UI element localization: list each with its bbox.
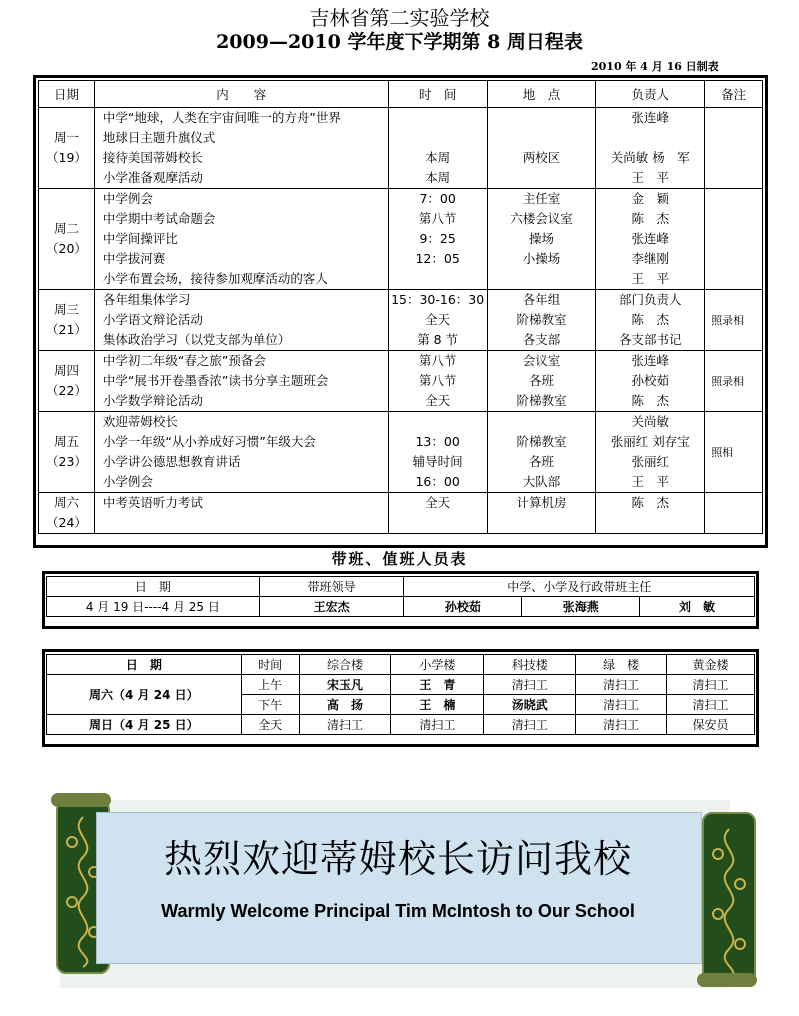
day-label: 周四: [53, 363, 79, 378]
build-header-zonghe: 综合楼: [299, 655, 391, 675]
place-line: 各班: [528, 373, 554, 388]
person-line: 部门负责人: [619, 292, 682, 307]
time-line: 12：05: [415, 251, 460, 266]
content-line: 中学期中考试命题会: [102, 211, 216, 226]
build-cell: 保安员: [667, 715, 755, 735]
person-line: [596, 128, 704, 148]
place-line: 会议室: [522, 353, 561, 368]
place-line: 六楼会议室: [510, 211, 573, 226]
person-line: 李继刚: [631, 251, 670, 266]
day-label: 周三: [53, 302, 79, 317]
content-line: 集体政治学习（以党支部为单位）: [102, 332, 291, 347]
time-line: 本周: [425, 170, 451, 185]
note-cell: [705, 189, 763, 290]
time-line: 16：00: [415, 474, 460, 489]
time-line: 本周: [425, 150, 451, 165]
day-cell: [39, 493, 95, 534]
day-cell: [39, 108, 95, 189]
content-line: 中学拔河赛: [102, 251, 166, 266]
build-header-lv: 绿 楼: [576, 655, 667, 675]
day-cell: [39, 189, 95, 290]
person-line: 张丽红 刘存宝: [610, 434, 690, 449]
build-sunday: 周日（4 月 25 日）: [47, 715, 242, 735]
time-line: [389, 108, 487, 128]
person-line: 王 平: [631, 474, 670, 489]
time-line: 辅导时间: [412, 454, 463, 469]
note-cell: 照录相: [705, 290, 763, 351]
time-line: 第八节: [418, 353, 457, 368]
content-cell: [94, 412, 388, 493]
note-cell: 照录相: [705, 351, 763, 412]
place-line: 小操场: [522, 251, 561, 266]
duty-leader: 王宏杰: [259, 597, 404, 617]
place-line: [488, 128, 596, 148]
time-line: 第八节: [418, 373, 457, 388]
content-line: 小学准备观摩活动: [102, 170, 203, 185]
place-line: [488, 168, 596, 188]
content-line: 小学讲公德思想教育讲话: [102, 454, 241, 469]
person-line: 张连峰: [631, 110, 670, 125]
scroll-right-cap: [697, 973, 757, 987]
build-cell: 王 楠: [391, 695, 484, 715]
time-line: 9：25: [419, 231, 456, 246]
content-line: 小学布置会场，接待参加观摩活动的客人: [102, 271, 328, 286]
day-number: （22）: [46, 383, 87, 398]
content-line: 接待美国蒂姆校长: [102, 150, 203, 165]
time-line: 全天: [425, 312, 451, 327]
build-cell: 宋玉凡: [299, 675, 391, 695]
build-saturday: 周六（4 月 24 日）: [47, 675, 242, 715]
time-line: 全天: [425, 393, 451, 408]
duty-title: 带班、值班人员表: [331, 550, 468, 568]
build-header-keji: 科技楼: [484, 655, 576, 675]
content-line: 地球日主题升旗仪式: [102, 130, 216, 145]
time-line: 13：00: [415, 434, 460, 449]
duty-header-leader: 带班领导: [259, 577, 404, 597]
person-cell: [596, 189, 705, 290]
time-line: 第 8 节: [417, 332, 459, 347]
time-cell: [388, 290, 487, 351]
place-line: 计算机房: [516, 495, 567, 510]
time-line: [389, 128, 487, 148]
header-note: 备注: [705, 81, 763, 108]
person-line: 各支部书记: [619, 332, 682, 347]
content-line: 各年组集体学习: [102, 292, 191, 307]
schedule-row: [39, 493, 763, 534]
content-cell: [94, 351, 388, 412]
note-cell: [705, 493, 763, 534]
person-cell: [596, 412, 705, 493]
build-time: 上午: [241, 675, 299, 695]
person-line: 张连峰: [631, 353, 670, 368]
person-line: 关尚敏 杨 军: [610, 150, 690, 165]
scroll-right: [702, 812, 756, 986]
day-label: 周二: [53, 221, 79, 236]
build-cell: 清扫工: [576, 715, 667, 735]
person-line: 孙校茹: [631, 373, 670, 388]
person-line: 张连峰: [631, 231, 670, 246]
note-cell: [705, 108, 763, 189]
time-cell: [388, 412, 487, 493]
build-cell: 清扫工: [391, 715, 484, 735]
day-cell: [39, 290, 95, 351]
time-line: 全天: [425, 495, 451, 510]
place-line: 各年组: [522, 292, 561, 307]
content-line: 中考英语听力考试: [102, 495, 203, 510]
place-line: 阶梯教室: [516, 434, 567, 449]
content-cell: [94, 290, 388, 351]
schedule-table: [38, 80, 763, 534]
place-cell: [487, 351, 596, 412]
person-line: 陈 杰: [631, 312, 670, 327]
build-cell: 清扫工: [576, 675, 667, 695]
content-line: 小学数学辩论活动: [102, 393, 203, 408]
build-cell: 清扫工: [484, 715, 576, 735]
building-table: [46, 654, 755, 735]
day-number: （20）: [46, 241, 87, 256]
page-title: 2009—2010 学年度下学期第 8 周日程表: [216, 31, 583, 53]
build-cell: 清扫工: [667, 695, 755, 715]
time-cell: [388, 108, 487, 189]
header-date: 日期: [39, 81, 95, 108]
build-header-huangjin: 黄金楼: [667, 655, 755, 675]
time-line: [389, 269, 487, 289]
place-line: 主任室: [522, 191, 561, 206]
content-line: 中学间操评比: [102, 231, 178, 246]
person-line: 陈 杰: [631, 393, 670, 408]
place-line: 两校区: [522, 150, 561, 165]
issue-date: 2010 年 4 月 16 日制表: [591, 60, 719, 73]
person-line: 陈 杰: [631, 211, 670, 226]
time-line: [389, 412, 487, 432]
duty-staff-2: 张海燕: [522, 597, 640, 617]
header-content: 内 容: [94, 81, 388, 108]
build-cell: 汤晓武: [484, 695, 576, 715]
content-cell: [94, 493, 388, 534]
person-cell: [596, 493, 705, 534]
build-cell: 高 扬: [299, 695, 391, 715]
place-line: 各班: [528, 454, 554, 469]
person-line: 王 平: [631, 271, 670, 286]
content-line: 小学一年级“从小养成好习惯”年级大会: [102, 434, 316, 449]
note-cell: 照相: [705, 412, 763, 493]
banner-chinese: 热烈欢迎蒂姆校长访问我校: [163, 837, 632, 881]
day-number: （21）: [46, 322, 87, 337]
time-cell: [388, 351, 487, 412]
place-cell: [487, 290, 596, 351]
place-line: 阶梯教室: [516, 312, 567, 327]
place-cell: [487, 108, 596, 189]
time-cell: [388, 189, 487, 290]
build-cell: 清扫工: [667, 675, 755, 695]
build-cell: 清扫工: [484, 675, 576, 695]
day-number: （24）: [46, 515, 87, 530]
duty-header-staff: 中学、小学及行政带班主任: [404, 577, 755, 597]
content-line: 中学初二年级“春之旅”预备会: [102, 353, 266, 368]
place-line: [488, 412, 596, 432]
day-label: 周六: [53, 495, 79, 510]
duty-staff-1: 孙校茹: [404, 597, 522, 617]
content-line: 小学语文辩论活动: [102, 312, 203, 327]
duty-table: [46, 576, 755, 617]
build-time: 下午: [241, 695, 299, 715]
day-label: 周五: [53, 434, 79, 449]
header-place: 地 点: [487, 81, 596, 108]
content-line: 中学例会: [102, 191, 153, 206]
school-name: 吉林省第二实验学校: [309, 6, 490, 30]
person-line: 王 平: [631, 170, 670, 185]
content-line: 中学“展书开卷墨香浓”读书分享主题班会: [102, 373, 329, 388]
build-cell: 清扫工: [299, 715, 391, 735]
place-line: 操场: [528, 231, 554, 246]
build-header-time: 时间: [241, 655, 299, 675]
banner-english: Warmly Welcome Principal Tim McIntosh to Our School: [161, 901, 635, 921]
schedule-row: [39, 290, 763, 351]
content-cell: [94, 108, 388, 189]
person-line: 张丽红: [631, 454, 670, 469]
duty-staff-3: 刘 敏: [640, 597, 755, 617]
content-line: 中学“地球，人类在宇宙间唯一的方舟”世界: [102, 110, 341, 125]
scroll-ornament-icon: [704, 814, 754, 984]
build-time: 全天: [241, 715, 299, 735]
build-cell: 王 青: [391, 675, 484, 695]
content-cell: [94, 189, 388, 290]
place-line: [488, 108, 596, 128]
person-cell: [596, 290, 705, 351]
build-header-xiaoxue: 小学楼: [391, 655, 484, 675]
place-cell: [487, 412, 596, 493]
header-time: 时 间: [388, 81, 487, 108]
place-cell: [487, 493, 596, 534]
duty-date: 4 月 19 日----4 月 25 日: [47, 597, 260, 617]
person-line: 陈 杰: [631, 495, 670, 510]
person-line: 关尚敏: [631, 414, 670, 429]
header-person: 负责人: [596, 81, 705, 108]
build-cell: 清扫工: [576, 695, 667, 715]
content-line: 小学例会: [102, 474, 153, 489]
day-number: （23）: [46, 454, 87, 469]
scroll-left-cap: [51, 793, 111, 807]
place-line: 阶梯教室: [516, 393, 567, 408]
day-cell: [39, 351, 95, 412]
build-header-date: 日 期: [47, 655, 242, 675]
place-line: [488, 269, 596, 289]
place-cell: [487, 189, 596, 290]
person-cell: [596, 351, 705, 412]
day-cell: [39, 412, 95, 493]
day-label: 周一: [53, 130, 79, 145]
time-cell: [388, 493, 487, 534]
place-line: 各支部: [522, 332, 561, 347]
day-number: （19）: [46, 150, 87, 165]
person-line: 金 颖: [631, 191, 670, 206]
content-line: 欢迎蒂姆校长: [102, 414, 178, 429]
schedule-row: [39, 412, 763, 493]
duty-header-date: 日 期: [47, 577, 260, 597]
person-cell: [596, 108, 705, 189]
time-line: 15：30-16：30: [391, 292, 485, 307]
place-line: 大队部: [522, 474, 561, 489]
time-line: 第八节: [418, 211, 457, 226]
schedule-row: [39, 351, 763, 412]
schedule-row: [39, 108, 763, 189]
schedule-row: [39, 189, 763, 290]
time-line: 7：00: [419, 191, 456, 206]
